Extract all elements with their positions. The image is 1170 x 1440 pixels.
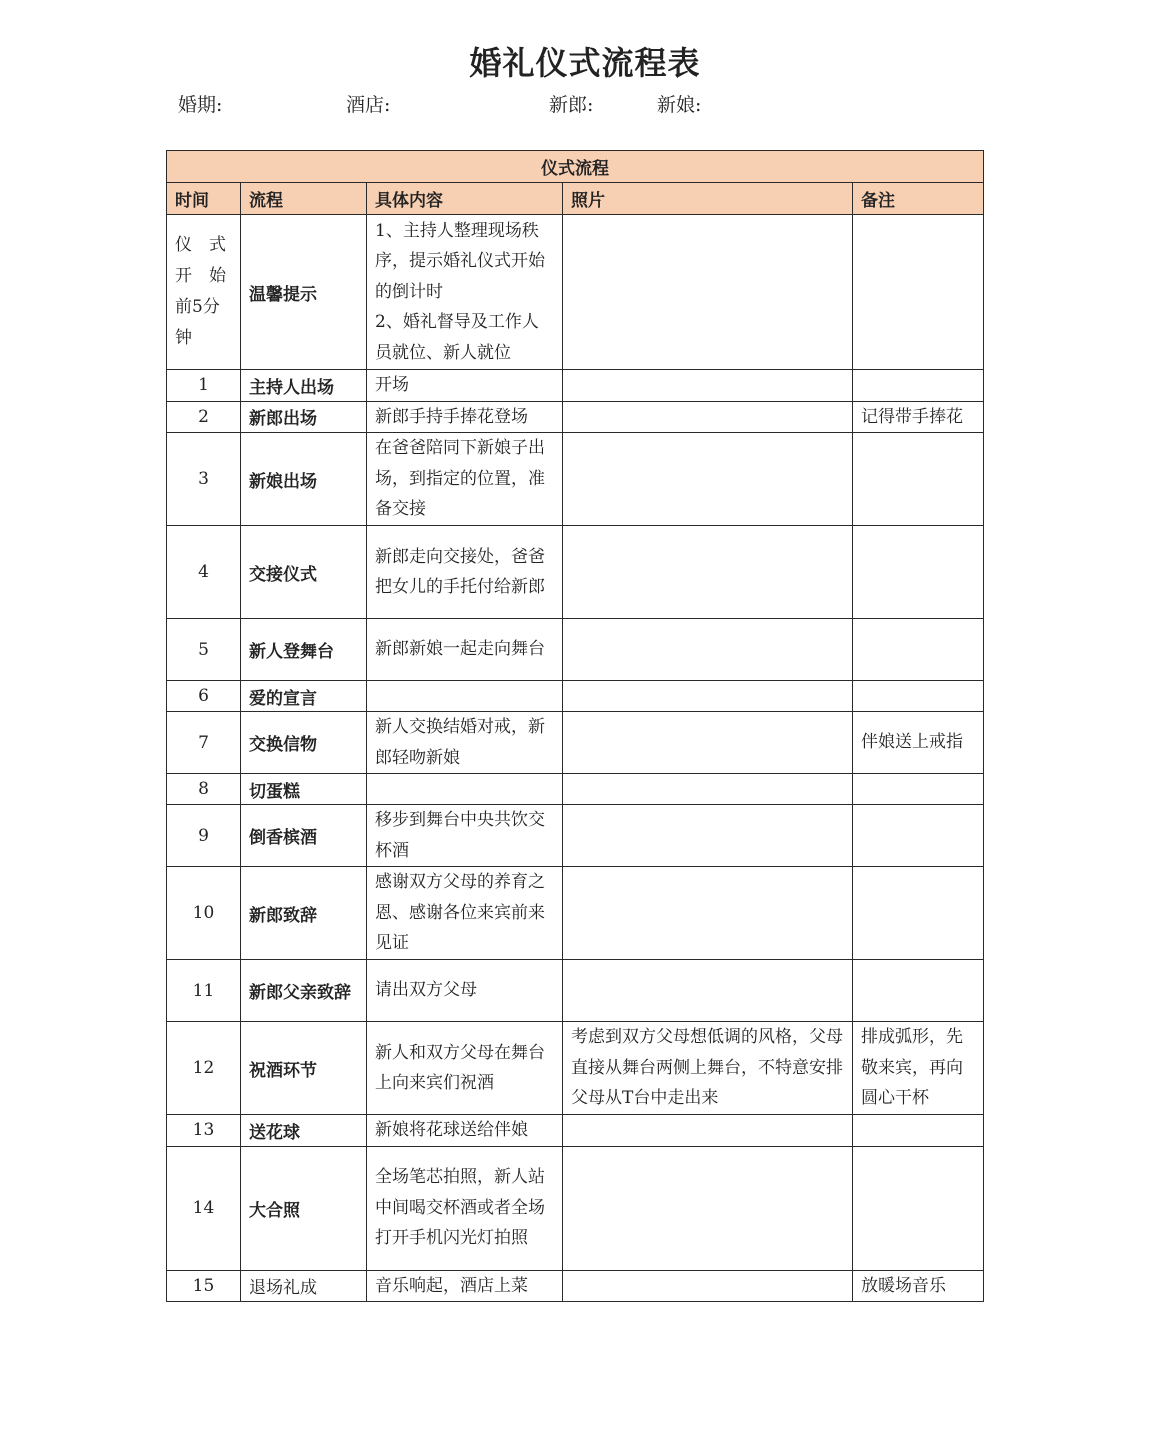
cell-flow: 新郎出场 bbox=[241, 401, 367, 433]
cell-note: 放暖场音乐 bbox=[853, 1270, 984, 1302]
table-row bbox=[167, 1146, 984, 1270]
cell-detail: 在爸爸陪同下新娘子出场，到指定的位置，准备交接 bbox=[367, 433, 563, 526]
table-row bbox=[167, 215, 984, 370]
cell-detail: 1、主持人整理现场秩序，提示婚礼仪式开始的倒计时 2、婚礼督导及工作人员就位、新人就位 bbox=[367, 215, 563, 370]
cell-time: 12 bbox=[167, 1022, 241, 1115]
cell-flow: 新人登舞台 bbox=[241, 619, 367, 681]
document-title: 婚礼仪式流程表 bbox=[469, 44, 701, 82]
cell-time: 3 bbox=[167, 433, 241, 526]
cell-detail: 新人交换结婚对戒，新郎轻吻新娘 bbox=[367, 712, 563, 774]
ceremony-flow-table bbox=[166, 150, 984, 1302]
cell-note: 排成弧形，先敬来宾，再向圆心干杯 bbox=[853, 1022, 984, 1115]
table-row bbox=[167, 619, 984, 681]
cell-photo bbox=[563, 805, 853, 867]
cell-photo bbox=[563, 960, 853, 1022]
cell-note: 记得带手捧花 bbox=[853, 401, 984, 433]
cell-photo bbox=[563, 1270, 853, 1302]
cell-flow: 大合照 bbox=[241, 1146, 367, 1270]
cell-note bbox=[853, 774, 984, 805]
groom-label: 新郎: bbox=[549, 94, 594, 116]
cell-photo bbox=[563, 1146, 853, 1270]
cell-note bbox=[853, 805, 984, 867]
cell-flow: 交接仪式 bbox=[241, 526, 367, 619]
cell-photo bbox=[563, 712, 853, 774]
table-row bbox=[167, 867, 984, 960]
cell-detail: 感谢双方父母的养育之恩、感谢各位来宾前来见证 bbox=[367, 867, 563, 960]
cell-photo bbox=[563, 401, 853, 433]
cell-flow: 祝酒环节 bbox=[241, 1022, 367, 1115]
header-flow: 流程 bbox=[241, 183, 367, 215]
cell-note bbox=[853, 433, 984, 526]
cell-time: 4 bbox=[167, 526, 241, 619]
hotel-label: 酒店: bbox=[346, 94, 391, 116]
cell-note bbox=[853, 960, 984, 1022]
cell-photo bbox=[563, 526, 853, 619]
cell-detail bbox=[367, 681, 563, 712]
cell-time: 14 bbox=[167, 1146, 241, 1270]
cell-time: 15 bbox=[167, 1270, 241, 1302]
header-photo: 照片 bbox=[563, 183, 853, 215]
table-row bbox=[167, 1115, 984, 1147]
cell-detail: 新娘将花球送给伴娘 bbox=[367, 1115, 563, 1147]
cell-detail: 移步到舞台中央共饮交杯酒 bbox=[367, 805, 563, 867]
table-row bbox=[167, 370, 984, 402]
cell-note bbox=[853, 619, 984, 681]
table-row bbox=[167, 960, 984, 1022]
table-row bbox=[167, 805, 984, 867]
cell-flow: 倒香槟酒 bbox=[241, 805, 367, 867]
bride-label: 新娘: bbox=[657, 94, 702, 116]
cell-photo bbox=[563, 774, 853, 805]
table-row bbox=[167, 712, 984, 774]
cell-detail: 新人和双方父母在舞台上向来宾们祝酒 bbox=[367, 1022, 563, 1115]
cell-time: 8 bbox=[167, 774, 241, 805]
cell-time: 1 bbox=[167, 370, 241, 402]
cell-photo bbox=[563, 215, 853, 370]
cell-detail: 音乐响起，酒店上菜 bbox=[367, 1270, 563, 1302]
cell-detail: 新郎新娘一起走向舞台 bbox=[367, 619, 563, 681]
cell-flow: 温馨提示 bbox=[241, 215, 367, 370]
cell-time: 13 bbox=[167, 1115, 241, 1147]
cell-detail: 开场 bbox=[367, 370, 563, 402]
cell-flow: 爱的宣言 bbox=[241, 681, 367, 712]
table-row bbox=[167, 1270, 984, 1302]
cell-note bbox=[853, 526, 984, 619]
cell-photo bbox=[563, 867, 853, 960]
table-band-title: 仪式流程 bbox=[167, 151, 984, 183]
cell-flow: 送花球 bbox=[241, 1115, 367, 1147]
cell-note bbox=[853, 370, 984, 402]
table-row bbox=[167, 681, 984, 712]
wedding-date-label: 婚期: bbox=[178, 94, 223, 116]
cell-photo bbox=[563, 433, 853, 526]
table-row bbox=[167, 774, 984, 805]
cell-time: 2 bbox=[167, 401, 241, 433]
cell-detail: 新郎走向交接处，爸爸把女儿的手托付给新郎 bbox=[367, 526, 563, 619]
cell-flow: 主持人出场 bbox=[241, 370, 367, 402]
cell-photo bbox=[563, 1115, 853, 1147]
cell-photo bbox=[563, 619, 853, 681]
cell-detail: 新郎手持手捧花登场 bbox=[367, 401, 563, 433]
cell-note: 伴娘送上戒指 bbox=[853, 712, 984, 774]
table-row bbox=[167, 526, 984, 619]
cell-time: 5 bbox=[167, 619, 241, 681]
cell-note bbox=[853, 215, 984, 370]
table-row bbox=[167, 433, 984, 526]
cell-photo: 考虑到双方父母想低调的风格，父母直接从舞台两侧上舞台，不特意安排父母从T台中走出来 bbox=[563, 1022, 853, 1115]
cell-flow: 切蛋糕 bbox=[241, 774, 367, 805]
header-time: 时间 bbox=[167, 183, 241, 215]
cell-time: 仪 式 开 始 前5分 钟 bbox=[167, 215, 241, 370]
cell-flow: 退场礼成 bbox=[241, 1270, 367, 1302]
cell-note bbox=[853, 1115, 984, 1147]
cell-note bbox=[853, 681, 984, 712]
cell-time: 11 bbox=[167, 960, 241, 1022]
table-row bbox=[167, 1022, 984, 1115]
header-detail: 具体内容 bbox=[367, 183, 563, 215]
cell-detail: 请出双方父母 bbox=[367, 960, 563, 1022]
cell-time: 10 bbox=[167, 867, 241, 960]
cell-detail: 全场笔芯拍照，新人站中间喝交杯酒或者全场打开手机闪光灯拍照 bbox=[367, 1146, 563, 1270]
cell-flow: 新娘出场 bbox=[241, 433, 367, 526]
cell-time: 6 bbox=[167, 681, 241, 712]
table-row bbox=[167, 401, 984, 433]
cell-time: 9 bbox=[167, 805, 241, 867]
cell-photo bbox=[563, 681, 853, 712]
table-body bbox=[167, 215, 984, 1302]
cell-flow: 新郎父亲致辞 bbox=[241, 960, 367, 1022]
header-note: 备注 bbox=[853, 183, 984, 215]
cell-flow: 交换信物 bbox=[241, 712, 367, 774]
cell-photo bbox=[563, 370, 853, 402]
cell-time: 7 bbox=[167, 712, 241, 774]
cell-note bbox=[853, 867, 984, 960]
cell-note bbox=[853, 1146, 984, 1270]
cell-flow: 新郎致辞 bbox=[241, 867, 367, 960]
cell-detail bbox=[367, 774, 563, 805]
